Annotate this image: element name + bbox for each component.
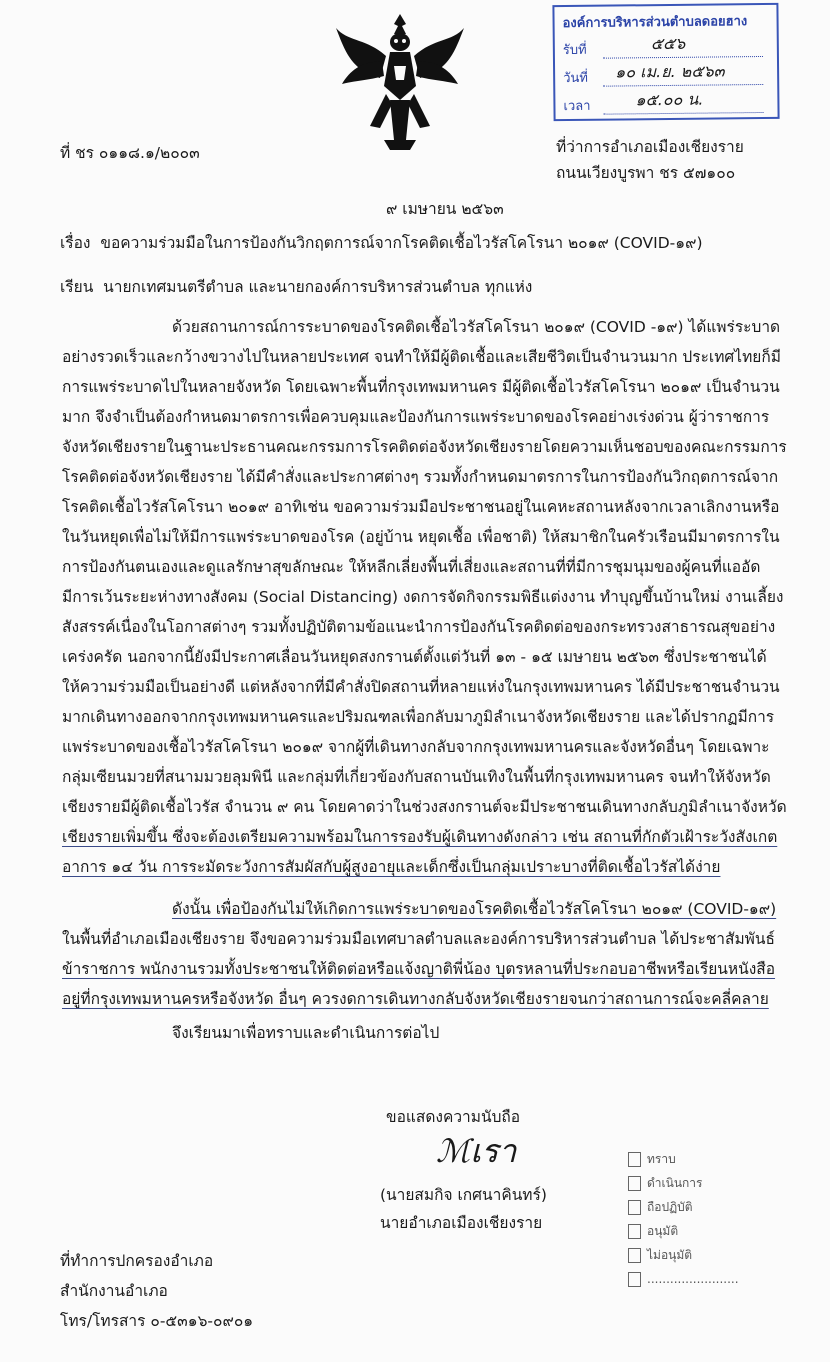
checklist-item: ดำเนินการ <box>628 1174 703 1193</box>
subject-line <box>60 230 703 255</box>
garuda-emblem <box>330 8 470 154</box>
body-line: อาการ ๑๔ วัน การระมัดระวังการสัมผัสกับผู้สูงอายุและเด็กซึ่งเป็นกลุ่มเปราะบางที่ติดเชื้อไวรัสได้ง่าย <box>62 858 721 876</box>
body-line: จังหวัดเชียงรายในฐานะประธานคณะกรรมการโรคติดต่อจังหวัดเชียงรายโดยความเห็นชอบของคณะกรรมการ <box>62 438 787 456</box>
signer-name: (นายสมกิจ เกศนาคินทร์) <box>380 1186 547 1204</box>
footer-department: ที่ทำการปกครองอำเภอ <box>60 1252 214 1270</box>
body-line: มากเดินทางออกจากกรุงเทพมหานครและปริมณฑลเพื่อกลับมาภูมิลำเนาจังหวัดเชียงราย และได้ปรากฏมีการ <box>62 708 775 726</box>
body-line: ให้ความร่วมมือเป็นอย่างดี แต่หลังจากที่มีคำสั่งปิดสถานที่หลายแห่งในกรุงเทพมหานคร ได้มีประชาชนจำนวน <box>62 678 780 696</box>
footer-office: สำนักงานอำเภอ <box>60 1282 168 1300</box>
stamp-recv-label: รับที่ <box>562 42 587 59</box>
body-line: ด้วยสถานการณ์การระบาดของโรคติดเชื้อไวรัสโคโรนา ๒๐๑๙ (COVID -๑๙) ได้แพร่ระบาด <box>172 318 781 336</box>
stamp-recv-value: ๕๕๖ <box>650 33 686 54</box>
stamp-time-value: ๑๕.๐๐ น. <box>635 89 704 110</box>
closing-phrase: ขอแสดงความนับถือ <box>386 1108 521 1126</box>
body-line: การแพร่ระบาดไปในหลายจังหวัด โดยเฉพาะพื้นที่กรุงเทพมหานคร มีผู้ติดเชื้อไวรัสโคโรนา ๒๐๑๙ เป็นจำนวน <box>62 378 780 396</box>
stamp-date-value: ๑๐ เม.ย. ๒๕๖๓ <box>615 61 725 82</box>
checklist-item: ........................ <box>628 1272 739 1287</box>
salutation-line <box>60 274 532 299</box>
checkbox-icon <box>628 1272 641 1287</box>
footer-phone: โทร/โทรสาร ๐-๕๓๑๖-๐๙๐๑ <box>60 1312 254 1330</box>
checkbox-icon <box>628 1152 641 1167</box>
body-line: ดังนั้น เพื่อป้องกันไม่ให้เกิดการแพร่ระบาดของโรคติดเชื้อไวรัสโคโรนา ๒๐๑๙ (COVID-๑๙) <box>172 900 777 918</box>
body-line: เชียงรายเพิ่มขึ้น ซึ่งจะต้องเตรียมความพร้อมในการรองรับผู้เดินทางดังกล่าว เช่น สถานที่กักตัวเฝ้าระวังสังเกต <box>62 828 778 846</box>
document-number: ที่ ชร ๐๑๑๘.๑/๒๐๐๓ <box>60 144 200 162</box>
checkbox-icon <box>628 1176 641 1191</box>
body-line: ในวันหยุดเพื่อไม่ให้มีการแพร่ระบาดของโรค (อยู่บ้าน หยุดเชื้อ เพื่อชาติ) ให้สมาชิกในครัวเรือนมีมาตรการใน <box>62 528 780 546</box>
stamp-org: องค์การบริหารส่วนตำบลดอยฮาง <box>562 14 748 32</box>
checkbox-icon <box>628 1248 641 1263</box>
body-line: เคร่งครัด นอกจากนี้ยังมีประกาศเลื่อนวันหยุดสงกรานต์ตั้งแต่วันที่ ๑๓ - ๑๕ เมษายน ๒๕๖๓ ซึ่งประชาชนได้ <box>62 648 767 666</box>
body-line: มาก จึงจำเป็นต้องกำหนดมาตรการเพื่อควบคุมและป้องกันการแพร่ระบาดของโรคอย่างเร่งด่วน ผู้ว่าราชการ <box>62 408 770 426</box>
office-address-line2: ถนนเวียงบูรพา ชร ๕๗๑๐๐ <box>556 164 736 182</box>
body-line: การป้องกันตนเองและดูแลรักษาสุขลักษณะ ให้หลีกเลี่ยงพื้นที่เสี่ยงและสถานที่ที่มีการชุมนุมของผู้คนที่แออัด <box>62 558 761 576</box>
checkbox-icon <box>628 1200 641 1215</box>
body-line: เชียงรายมีผู้ติดเชื้อไวรัส จำนวน ๙ คน โดยคาดว่าในช่วงสงกรานต์จะมีประชาชนเดินทางกลับภูมิลำเนาจังหวัด <box>62 798 787 816</box>
stamp-time-label: เวลา <box>563 98 591 115</box>
receiving-stamp <box>552 3 779 121</box>
stamp-date-label: วันที่ <box>563 70 589 87</box>
checklist-item: อนุมัติ <box>628 1222 678 1241</box>
body-line: ในพื้นที่อำเภอเมืองเชียงราย จึงขอความร่วมมือเทศบาลตำบลและองค์การบริหารส่วนตำบล ได้ประชาสัมพันธ์ <box>62 930 775 948</box>
body-line: สังสรรค์เนื่องในโอกาสต่างๆ รวมทั้งปฏิบัติตามข้อแนะนำการป้องกันโรคติดต่อของกระทรวงสาธารณสุขอย่าง <box>62 618 776 636</box>
document-date: ๙ เมษายน ๒๕๖๓ <box>386 200 504 218</box>
checklist-item: ไม่อนุมัติ <box>628 1246 692 1265</box>
to-label: เรียน <box>60 278 94 296</box>
body-line: ข้าราชการ พนักงานรวมทั้งประชาชนให้ติดต่อหรือแจ้งญาติพี่น้อง บุตรหลานที่ประกอบอาชีพหรือเรียนหนังสือ <box>62 960 776 978</box>
checkbox-icon <box>628 1224 641 1239</box>
body-line: มีการเว้นระยะห่างทางสังคม (Social Distancing) งดการจัดกิจกรรมพิธีแต่งงาน ทำบุญขึ้นบ้านใหม่ งานเลี้ยง <box>62 588 784 606</box>
closing-sentence: จึงเรียนมาเพื่อทราบและดำเนินการต่อไป <box>172 1024 440 1042</box>
body-line: อยู่ที่กรุงเทพมหานครหรือจังหวัด อื่นๆ ควรงดการเดินทางกลับจังหวัดเชียงรายจนกว่าสถานการณ์จะคลี่คลาย <box>62 990 769 1008</box>
body-line: อย่างรวดเร็วและกว้างขวางไปในหลายประเทศ จนทำให้มีผู้ติดเชื้อและเสียชีวิตเป็นจำนวนมาก ประเทศไทยก็มี <box>62 348 781 366</box>
body-line: โรคติดต่อจังหวัดเชียงราย ได้มีคำสั่งและประกาศต่างๆ รวมทั้งกำหนดมาตรการในการป้องกันวิกฤตการณ์จาก <box>62 468 779 486</box>
checklist-item: ถือปฏิบัติ <box>628 1198 693 1217</box>
subject-label: เรื่อง <box>60 234 91 252</box>
checklist-item: ทราบ <box>628 1150 676 1169</box>
to-text: นายกเทศมนตรีตำบล และนายกองค์การบริหารส่วนตำบล ทุกแห่ง <box>103 278 533 296</box>
body-line: แพร่ระบาดของเชื้อไวรัสโคโรนา ๒๐๑๙ จากผู้ที่เดินทางกลับจากกรุงเทพมหานครและจังหวัดอื่นๆ โดยเฉพาะ <box>62 738 770 756</box>
office-address-line1: ที่ว่าการอำเภอเมืองเชียงราย <box>556 138 744 156</box>
handwritten-signature: ℳเรา <box>436 1132 517 1170</box>
body-line: กลุ่มเซียนมวยที่สนามมวยลุมพินี และกลุ่มที่เกี่ยวข้องกับสถานบันเทิงในพื้นที่กรุงเทพมหานคร จนทำให้จังหวัด <box>62 768 771 786</box>
subject-text: ขอความร่วมมือในการป้องกันวิกฤตการณ์จากโรคติดเชื้อไวรัสโคโรนา ๒๐๑๙ (COVID-๑๙) <box>100 234 703 252</box>
body-line: โรคติดเชื้อไวรัสโคโรนา ๒๐๑๙ อาทิเช่น ขอความร่วมมือประชาชนอยู่ในเคหะสถานหลังจากเวลาเลิกงานหรือ <box>62 498 780 516</box>
signer-position: นายอำเภอเมืองเชียงราย <box>380 1214 543 1232</box>
